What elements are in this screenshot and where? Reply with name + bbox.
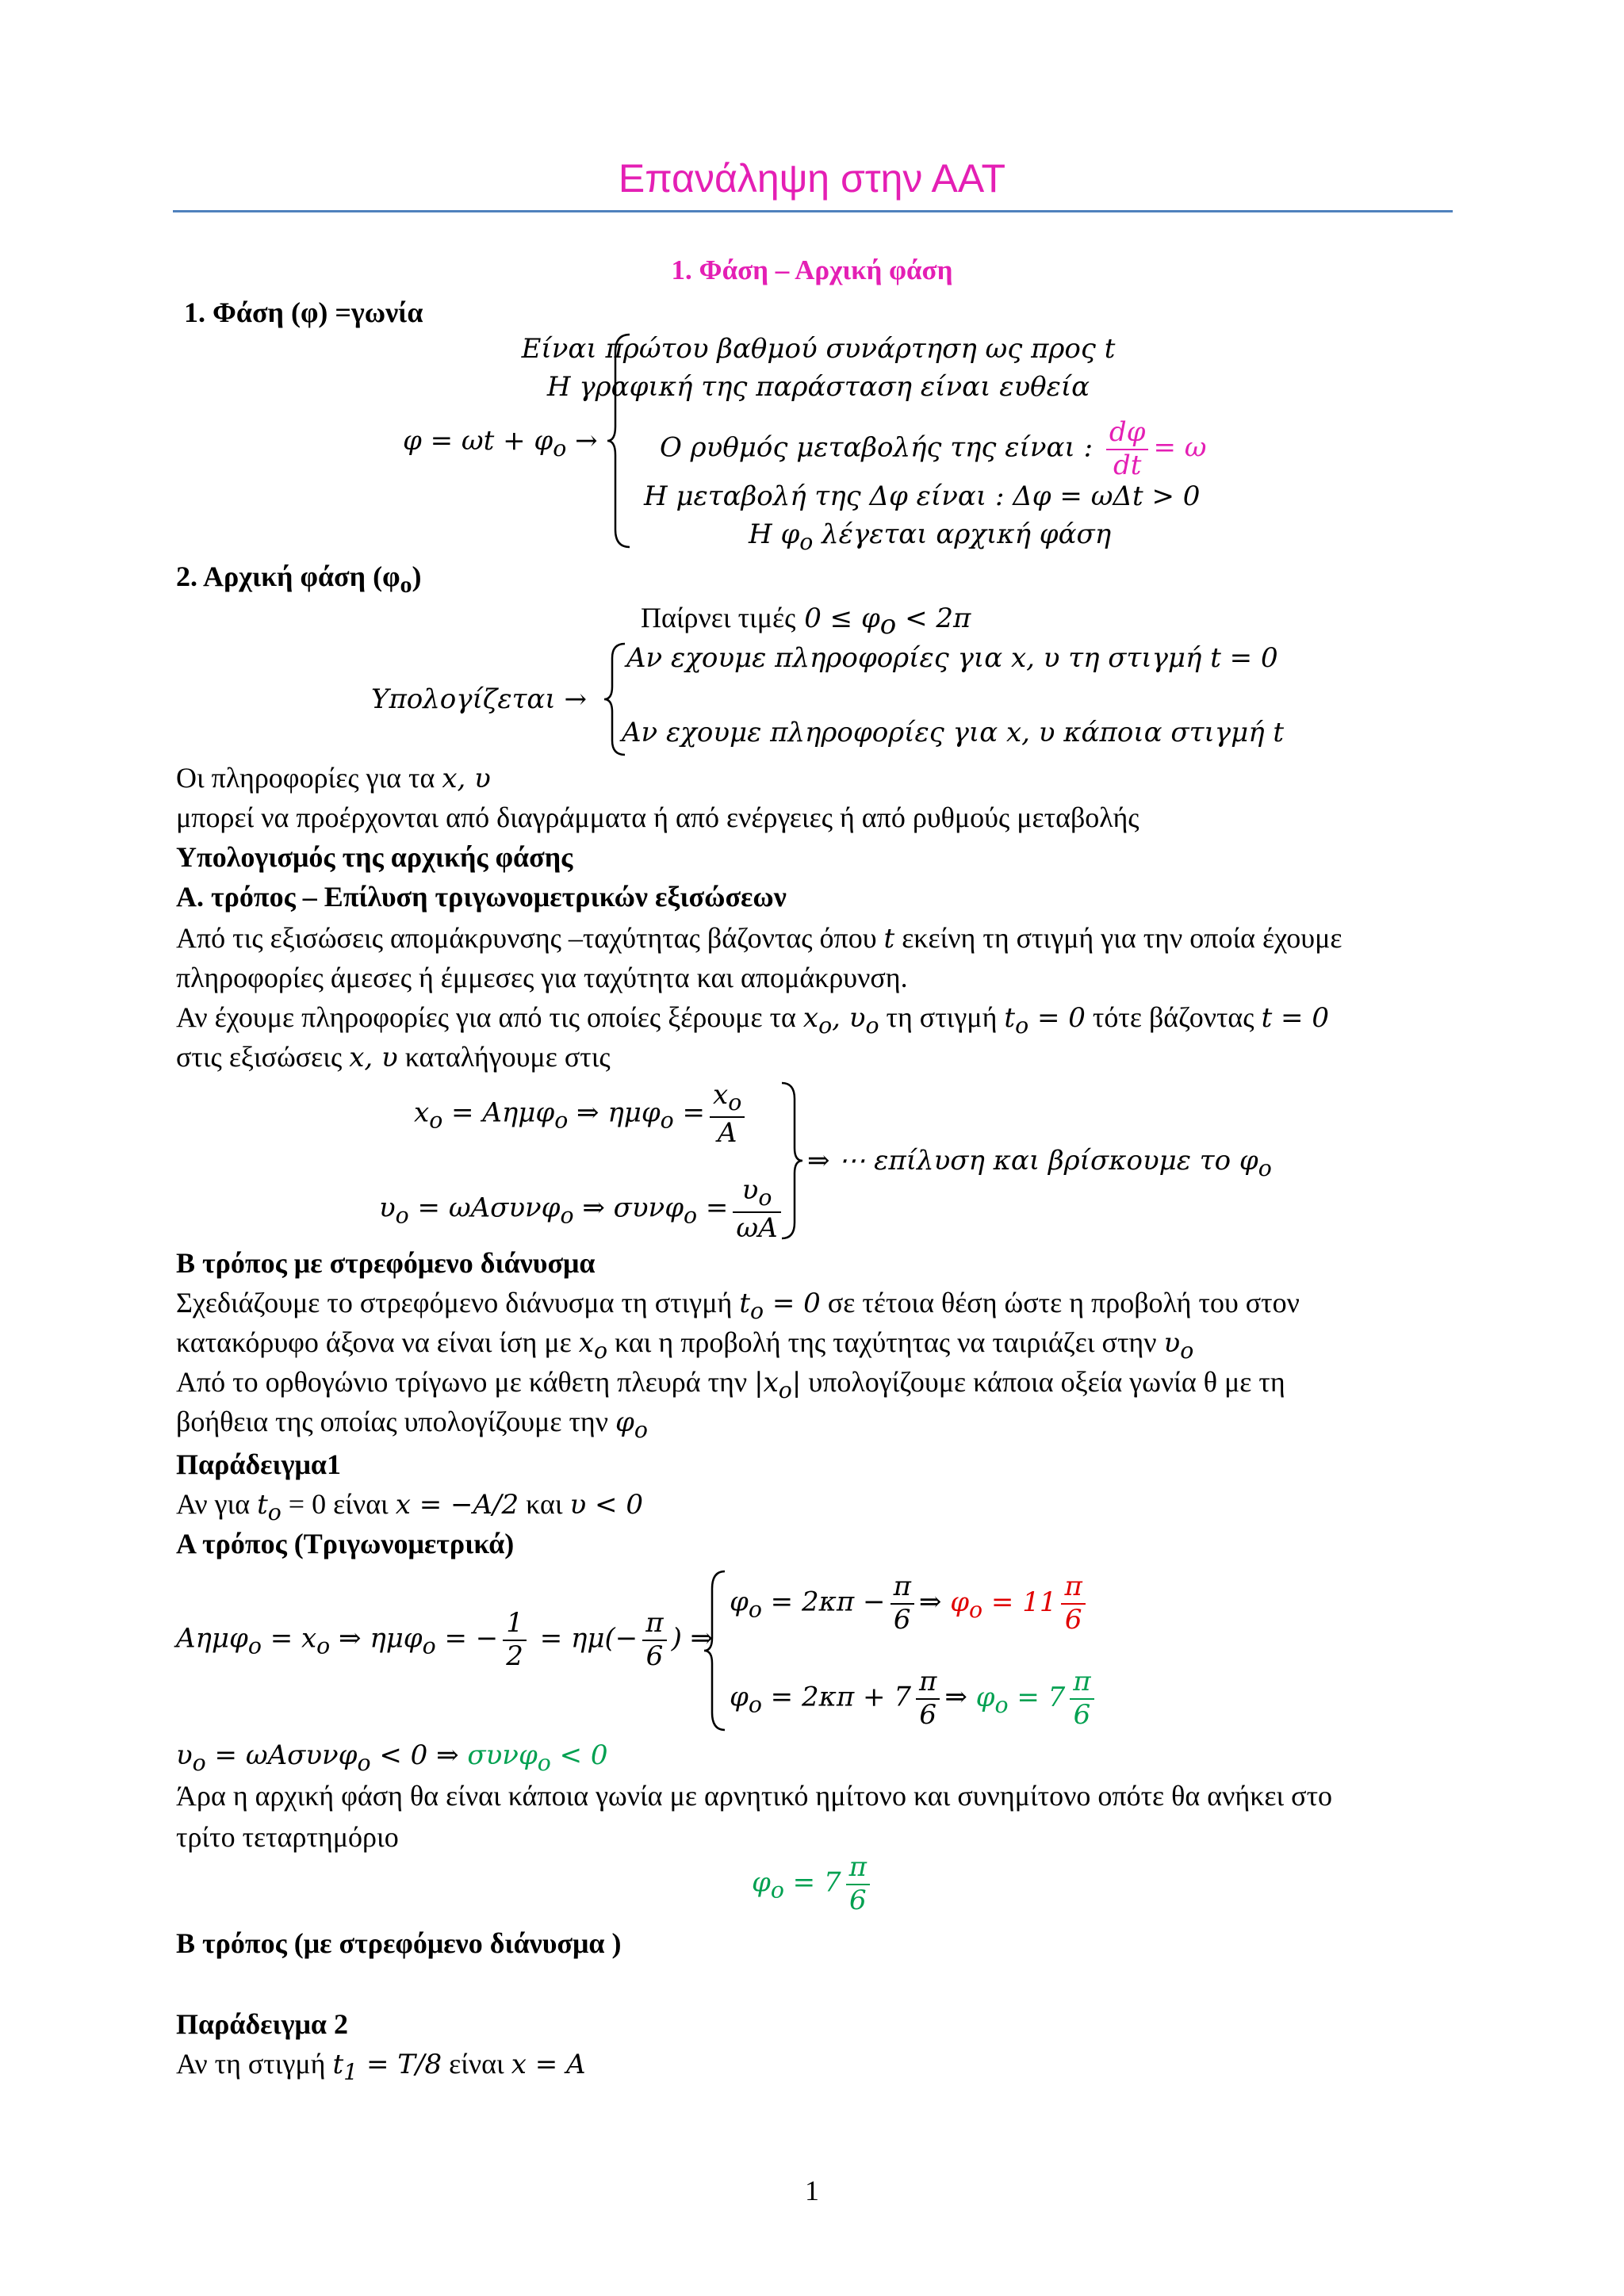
page-title: Επανάληψη στην ΑΑΤ: [618, 156, 1006, 201]
phase-heading: 1. Φάση (φ) =γωνία: [184, 297, 423, 328]
phase-prop-linear: Είναι πρώτου βαθμού συνάρτηση ως προς t: [521, 333, 1116, 365]
phase-prop-change: Η μεταβολή της Δφ είναι : Δφ = ωΔt > 0: [644, 480, 1201, 512]
equation-x0: $x_o = A\eta\mu\varphi_o$ ⇒ ημφ$_o$ = $\frac{x_o}{A}$: [414, 1081, 749, 1147]
solve-note: ⇒ ⋯ επίλυση και βρίσκουμε το $\varphi_o$: [807, 1145, 1272, 1181]
final-answer: $\varphi_o = 7$ $\frac{\pi}{6}$: [752, 1854, 875, 1915]
example-2-condition: Αν τη στιγμή $t_1 = T/8$ είναι x = A: [176, 2048, 586, 2085]
phase-prop-initial: Η $\varphi_o$ λέγεται αρχική φάση: [749, 519, 1112, 555]
method-b-line-2: κατακόρυφο άξονα να είναι ίση με $x_o$ και η προβολή της ταχύτητας να ταιριάζει στην $\upsilon_o$: [176, 1326, 1194, 1364]
method-b-line-3: Από το ορθογώνιο τρίγωνο με κάθετη πλευρά την $|x_o|$ υπολογίζουμε κάποια οξεία γωνία θ με τη: [176, 1366, 1285, 1403]
equations-brace: [780, 1081, 804, 1240]
page-number: 1: [805, 2175, 819, 2206]
calc-paragraph-1: Από τις εξισώσεις απομάκρυνσης –ταχύτητας βάζοντας όπου t εκείνη τη στιγμή για την οποία έχουμε: [176, 922, 1342, 955]
section-title: 1. Φάση – Αρχική φάση: [671, 254, 953, 285]
calc-paragraph-2: πληροφορίες άμεσες ή έμμεσες για ταχύτητα και απομάκρυνση.: [176, 962, 908, 993]
method-a-heading: Α. τρόπος – Επίλυση τριγωνομετρικών εξισώσεων: [176, 881, 787, 913]
conclusion-line-2: τρίτο τεταρτημόριο: [176, 1821, 399, 1853]
case-t: Αν εχουμε πληροφορίες για x, υ κάποια στιγμή t: [622, 717, 1285, 748]
phase-prop-line: Η γραφική της παράσταση είναι ευθεία: [546, 371, 1090, 403]
example-1-sine-equation: $A\eta\mu\varphi_o = x_o$ ⇒ ημφ$_o$ = − $\frac{1}{2}$ = ημ(− $\frac{\pi}{6}$ ) ⇒: [176, 1607, 714, 1672]
phase-prop-rate: Ο ρυθμός μεταβολής της είναι : $\frac{d\varphi}{dt}$ = ω: [660, 416, 1207, 481]
example-1-condition: Αν για $t_o = 0$ είναι x = −A/2 και υ < 0: [176, 1488, 643, 1525]
case-t0: Αν εχουμε πληροφορίες για x, υ τη στιγμή t = 0: [626, 642, 1278, 674]
example-2-heading: Παράδειγμα 2: [176, 2008, 349, 2040]
method-b-line-1: Σχεδιάζουμε το στρεφόμενο διάνυσμα τη στιγμή $t_o = 0$ σε τέτοια θέση ώστε η προβολή του στον: [176, 1287, 1300, 1324]
solution-2: $\varphi_o = 2\kappa\pi + 7$ $\frac{\pi}{6}$ ⇒ $\varphi_o = 7$ $\frac{\pi}{6}$: [730, 1668, 1099, 1729]
phase-brace: [609, 333, 633, 549]
phase-formula: $\varphi = \omega t + \varphi_o$ →: [403, 425, 598, 461]
info-line-1: Οι πληροφορίες για τα x, υ: [176, 762, 491, 794]
initial-phase-heading: 2. Αρχική φάση $(\varphi_o)$: [176, 561, 422, 599]
calc-paragraph-4: στις εξισώσεις x, υ καταλήγουμε στις: [176, 1041, 611, 1073]
method-b-heading: Β τρόπος με στρεφόμενο διάνυσμα: [176, 1247, 596, 1279]
example-1-method-b: Β τρόπος (με στρεφόμενο διάνυσμα ): [176, 1927, 622, 1959]
velocity-condition: $\upsilon_o = \omega A\sigma\upsilon\nu\varphi_o < 0$ ⇒ συνφ$_o$ < 0: [176, 1739, 608, 1776]
computed-label: Υπολογίζεται →: [371, 683, 587, 715]
rate-fraction: $\frac{d\varphi}{dt}$: [1106, 419, 1149, 480]
example-1-heading: Παράδειγμα1: [176, 1448, 342, 1480]
conclusion-line-1: Άρα η αρχική φάση θα είναι κάποια γωνία με αρνητικό ημίτονο και συνημίτονο οπότε θα ανήκει στο: [176, 1780, 1333, 1812]
equation-v0: $\upsilon_o = \omega A\sigma\upsilon\nu\varphi_o$ ⇒ συνφ$_o$ = $\frac{\upsilon_o}{\omega A}$: [379, 1177, 786, 1242]
calc-heading: Υπολογισμός της αρχικής φάσης: [176, 841, 573, 873]
initial-phase-range: Παίρνει τιμές $0 \le \varphi_o < 2\pi$: [641, 602, 971, 641]
title-divider: [173, 210, 1453, 212]
solution-1: $\varphi_o = 2\kappa\pi$ − $\frac{\pi}{6}$ ⇒ $\varphi_o = 11$ $\frac{\pi}{6}$: [730, 1573, 1090, 1634]
example-1-method-a: Α τρόπος (Τριγωνομετρικά): [176, 1528, 515, 1559]
method-b-line-4: βοήθεια της οποίας υπολογίζουμε την $\varphi_o$: [176, 1406, 648, 1443]
solutions-brace: [704, 1570, 728, 1732]
calc-paragraph-3: Αν έχουμε πληροφορίες για από τις οποίες ξέρουμε τα $x_o$, $\upsilon_o$ τη στιγμή $t_o = 0$ τότε βάζοντας t = 0: [176, 1001, 1329, 1039]
info-line-2: μπορεί να προέρχονται από διαγράμματα ή από ενέργειες ή από ρυθμούς μεταβολής: [176, 802, 1139, 833]
